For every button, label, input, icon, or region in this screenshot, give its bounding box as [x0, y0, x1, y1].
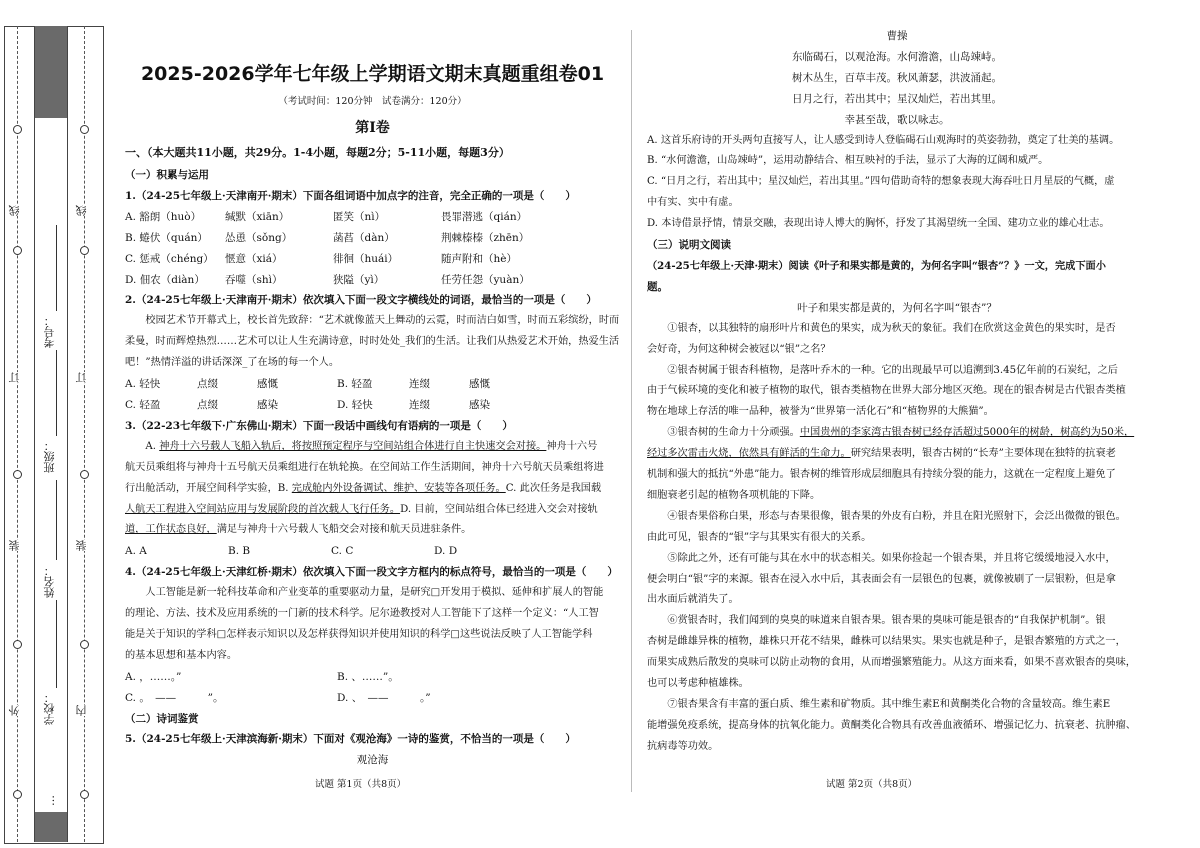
paragraph-line: 便会明白“银”字的来源。银杏在浸入水中后，其表面会有一层银色的包裹，就像被刷了一层银粉，但是拿	[647, 573, 1116, 585]
question-3-segment: A.	[145, 440, 160, 452]
option[interactable]: B. 轻盈	[337, 378, 373, 391]
option[interactable]: 怂恿（sǒng）	[225, 231, 293, 244]
volume-heading: 第Ⅰ卷	[355, 120, 390, 136]
subsection-heading: （三）说明文阅读	[647, 239, 731, 252]
question-3-segment: 满足与神舟十六号载人飞船交会对接和航天员进驻条件。	[216, 524, 472, 536]
option-row	[125, 374, 620, 395]
exam-number-field-label: 考号：	[43, 315, 56, 348]
question-2-text: 吧！”热情洋溢的讲话深深_了在场的每一个人。	[125, 357, 340, 369]
subsection-heading: （一）积累与运用	[125, 169, 209, 181]
binding-hole	[13, 640, 22, 649]
option[interactable]: 点缀	[197, 398, 218, 411]
binding-label: 装	[75, 540, 88, 551]
binding-hole	[13, 246, 22, 255]
option[interactable]: A. 豁朗（huò）	[125, 210, 202, 223]
option-row	[125, 249, 620, 270]
question-3-segment: 行出舱活动，开展空间科学实验，B.	[125, 482, 292, 494]
option[interactable]: 惬意（xiá）	[225, 252, 283, 265]
binding-dots: …	[44, 795, 57, 806]
paragraph-line: 而果实成熟后散发的臭味可以防止动物的食用，从而增强繁殖能力。从这方面来看，如果不喜欢银杏的臭味，	[647, 657, 1136, 669]
paragraph-line: 能增强免疫系统，提高身体的抗氧化能力。黄酮类化合物具有改善血液循环、增强记忆力、抗衰老、抗肿瘤、	[647, 719, 1136, 731]
option[interactable]: C. 轻盈	[125, 398, 161, 411]
option[interactable]: D. 轻快	[337, 398, 373, 411]
option[interactable]: 随声附和（hè）	[441, 252, 517, 265]
binding-label: 线	[75, 205, 88, 216]
paragraph-line: 抗病毒等功效。	[647, 740, 719, 752]
question-2-text: 校园艺术节开幕式上，校长首先致辞：“艺术就像蓝天上舞动的云霓，时而洁白如雪，时而五彩缤纷，时而	[145, 315, 620, 327]
option[interactable]: B. B	[228, 545, 251, 558]
paragraph-line	[647, 423, 1147, 444]
question-3-segment: 神舟十六号载人飞船入轨后，将按照预定程序与空间站组合体进行自主快速交会对接。	[159, 440, 547, 452]
question-3-segment: 人航天工程进入空间站应用与发展阶段的首次载人飞行任务。	[125, 503, 401, 515]
question-2-options	[125, 374, 620, 416]
question-5-option[interactable]: D. 本诗借景抒情，情景交融，表现出诗人博大的胸怀，抒发了其渴望统一全国、建功立业的雄心壮志。	[647, 218, 1110, 230]
section-heading: 一、（本大题共11小题，共29分。1-4小题，每题2分；5-11小题，每题3分）	[125, 146, 510, 159]
paragraph-line: 物在地球上存活的唯一品种，被誉为“世界第一活化石”和“植物界的大熊猫”。	[647, 406, 994, 418]
left-column	[125, 60, 620, 771]
binding-dashed-outer	[17, 26, 18, 842]
option[interactable]: 菡萏（dàn）	[333, 231, 395, 244]
option[interactable]: 吞噬（shì）	[225, 273, 283, 286]
option[interactable]: D. D	[434, 545, 458, 558]
paragraph-line: ①银杏，以其独特的扇形叶片和黄色的果实，成为秋天的象征。我们在欣赏这金黄色的果实时，是否	[667, 322, 1116, 334]
option-row	[125, 270, 620, 291]
poem-author: 曹操	[886, 30, 908, 42]
poem-line: 东临碣石，以观沧海。水何澹澹，山岛竦峙。	[792, 50, 1002, 63]
option[interactable]: D. 佃农（diàn）	[125, 273, 205, 286]
paragraph-line: 出水面后就消失了。	[647, 594, 739, 606]
class-field-line[interactable]	[56, 350, 57, 436]
question-3-line	[125, 520, 620, 541]
question-3-line	[125, 500, 620, 521]
option-row	[125, 228, 620, 249]
binding-label: 外	[8, 705, 21, 716]
question-1-options	[125, 207, 620, 291]
option-row	[125, 395, 620, 416]
option[interactable]: C. 。 —— ”。	[125, 691, 224, 704]
passage-body	[647, 319, 1147, 758]
paper-title: 2025-2026学年七年级上学期语文期末真题重组卷01	[140, 63, 605, 85]
binding-gray-band-left-bottom	[34, 812, 67, 842]
passage-title: 叶子和果实都是黄的，为何名字叫“银杏”？	[797, 301, 997, 314]
poem-line: 日月之行，若出其中；星汉灿烂，若出其里。	[792, 92, 1002, 105]
option[interactable]: 点缀	[197, 378, 218, 391]
underlined-sentence: 经过多次雷击火烧，依然具有鲜活的生命力。	[647, 448, 851, 460]
right-column	[647, 26, 1147, 758]
paragraph-segment: ③银杏树的生命力十分顽强。	[667, 427, 800, 439]
binding-hole	[13, 470, 22, 479]
paragraph-line: 由于气候环境的变化和被子植物的取代，银杏类植物在世界大部分地区灭绝。现在的银杏树是古代银杏类植	[647, 385, 1126, 397]
paragraph-line: ②银杏树属于银杏科植物，是落叶乔木的一种。它的出现最早可以追溯到3.45亿年前的石炭纪，之后	[667, 364, 1118, 376]
class-field-label: 班级：	[43, 440, 56, 473]
paragraph-line: ⑦银杏果含有丰富的蛋白质、维生素和矿物质。其中维生素E和黄酮类化合物的含量较高。维生素E	[667, 699, 1111, 710]
question-5-option[interactable]: B. “水何澹澹，山岛竦峙”，运用动静结合、相互映衬的手法，显示了大海的辽阔和威严。	[647, 155, 1049, 167]
question-3-segment: 航天员乘组将与神舟十五号航天员乘组进行在轨轮换。在空间站工作生活期间，神舟十六号航天员乘组将进	[125, 461, 604, 473]
binding-solid-mid	[67, 26, 68, 842]
page-footer: 试题 第2页（共8页）	[826, 779, 918, 790]
binding-hole	[80, 640, 89, 649]
question-4-options-row	[125, 667, 620, 688]
question-3-line	[125, 437, 620, 458]
name-field-line[interactable]	[56, 480, 57, 560]
question-4-text: 的理论、方法、技术及应用系统的一门新的技术科学。尼尔逊教授对人工智能下了这样一个定义：“人工智	[125, 608, 599, 620]
binding-label: 订	[75, 372, 88, 383]
option[interactable]: 匿笑（nì）	[333, 210, 386, 223]
underlined-sentence: 中国贵州的李家湾古银杏树已经存活超过5000年的树龄，树高约为50米，	[799, 427, 1135, 439]
question-4: 4.（24-25七年级上·天津红桥·期末）依次填入下面一段文字方框内的标点符号，最恰当的一项是（ ）	[125, 566, 618, 579]
binding-gray-band-left	[34, 26, 67, 118]
paragraph-line: ④银杏果俗称白果，形态与杏果很像，银杏果的外皮有白粉，并且在阳光照射下，会泛出微微的银色。	[667, 510, 1126, 522]
poem-title: 观沧海	[356, 754, 389, 767]
option[interactable]: D. 、 —— 。”	[337, 691, 431, 704]
poem-line: 幸甚至哉，歌以咏志。	[844, 113, 950, 126]
option[interactable]: 任劳任怨（yuàn）	[441, 273, 530, 286]
exam-number-field-line[interactable]	[56, 225, 57, 311]
passage-intro: （24-25七年级上·天津·期末）阅读《叶子和果实都是黄的，为何名字叫“银杏”？》一文，完成下面小	[647, 259, 1106, 272]
question-5-option[interactable]: A. 这首乐府诗的开头两句直接写人，让人感受到诗人登临碣石山观海时的英姿勃勃，奠定了壮美的基调。	[647, 134, 1120, 146]
option[interactable]: 徘徊（huái）	[333, 252, 399, 265]
option[interactable]: B. 、……”。	[337, 670, 399, 683]
school-field-line[interactable]	[56, 600, 57, 688]
paragraph-line: ⑥赏银杏时，我们闻到的臭臭的味道来自银杏果。银杏果的臭味可能是银杏的“自我保护机制”。银	[667, 615, 1106, 627]
passage-intro: 题。	[647, 280, 668, 293]
question-4-text: 能是关于知识的学科□怎样表示知识以及怎样获得知识并使用知识的科学□这些说法反映了人工智能学科	[125, 628, 593, 640]
option[interactable]: A. 轻快	[125, 378, 161, 391]
paragraph-segment: 研究结果表明，银杏古树的“长寿”主要体现在独特的抗衰老	[850, 448, 1116, 460]
paragraph-line: 会好奇，为何这种树会被冠以“银”之名？	[647, 343, 831, 355]
binding-hole	[80, 470, 89, 479]
binding-hole	[13, 125, 22, 134]
option-row	[125, 207, 620, 228]
name-field-label: 姓名：	[43, 565, 56, 598]
option[interactable]: 感染	[257, 398, 278, 411]
question-4-text: 的基本思想和基本内容。	[125, 649, 238, 661]
option[interactable]: B. 蜷伏（quán）	[125, 231, 208, 244]
binding-hole	[80, 790, 89, 799]
question-5: 5.（24-25七年级上·天津滨海新·期末）下面对《观沧海》一诗的鉴赏，不恰当的一项是（ ）	[125, 733, 576, 746]
question-3-segment: 道，工作状态良好，	[125, 524, 217, 536]
subsection-heading: （二）诗词鉴赏	[125, 712, 199, 725]
question-3-text	[125, 437, 620, 542]
option[interactable]: C. 惩戒（chéng）	[125, 252, 214, 265]
binding-hole	[13, 790, 22, 799]
question-3-segment: D. 目前，空间站组合体已经进入交会对接轨	[400, 503, 598, 515]
binding-label: 订	[8, 372, 21, 383]
question-3-segment: 神舟十六号	[546, 440, 598, 452]
school-field-label: 学校：	[43, 692, 56, 725]
question-3-line	[125, 458, 620, 479]
question-4-text: 人工智能是新一轮科技革命和产业变革的重要驱动力量，是研究□开发用于模拟、延伸和扩展人的智能	[145, 587, 604, 599]
option[interactable]: 畏罪潜逃（qián）	[441, 210, 528, 223]
paragraph-line	[647, 444, 1147, 465]
option[interactable]: 感慨	[469, 378, 490, 391]
option[interactable]: 感慨	[257, 378, 278, 391]
question-1: 1.（24-25七年级上·天津南开·期末）下面各组词语中加点字的注音，完全正确的一项是（ ）	[125, 189, 576, 202]
option[interactable]: 连缀	[409, 398, 430, 411]
option[interactable]: 缄默（xiān）	[225, 210, 290, 223]
option[interactable]: A. ，……。”	[125, 670, 182, 683]
option[interactable]: A. A	[125, 545, 147, 558]
paragraph-line: 也可以考虑种植雄株。	[647, 678, 749, 690]
binding-label: 装	[8, 540, 21, 551]
paragraph-line: 杏树是雌雄异株的植物，雄株只开花不结果，雌株可以结果实。果实也就是种子，是银杏繁殖的方式之一，	[647, 636, 1126, 648]
option[interactable]: 荆棘榛榛（zhēn）	[441, 231, 530, 244]
binding-label: 内	[75, 705, 88, 716]
binding-hole	[80, 246, 89, 255]
page-footer: 试题 第1页（共8页）	[315, 779, 407, 790]
paragraph-line: ⑤除此之外，还有可能与其在水中的状态相关。如果你捡起一个银杏果，并且将它缓缓地浸入水中，	[667, 552, 1116, 564]
poem-line: 树木丛生，百草丰茂。秋风萧瑟，洪波涌起。	[792, 71, 1002, 84]
question-3-options	[125, 541, 620, 562]
paragraph-line: 机制和强大的抵抗“外患”能力。银杏树的维管形成层细胞具有持续分裂的能力，这就在一定程度上避免了	[647, 469, 1116, 481]
question-3: 3.（22-23七年级下·广东佛山·期末）下面一段话中画线句有语病的一项是（ ）	[125, 419, 513, 432]
binding-label: 线	[8, 205, 21, 216]
binding-dashed-inner	[84, 26, 85, 842]
question-5-option[interactable]: 中有实、实中有虚。	[647, 197, 739, 209]
option[interactable]: 感染	[469, 398, 490, 411]
binding-solid-left	[34, 26, 35, 842]
exam-info: （考试时间：120分钟 试卷满分：120分）	[278, 96, 467, 107]
option[interactable]: 狭隘（yì）	[333, 273, 385, 286]
option[interactable]: C. C	[331, 545, 354, 558]
paragraph-line: 由此可见，银杏的“银”字与其果实有很大的关系。	[647, 531, 872, 543]
column-divider	[631, 30, 632, 792]
question-2-text: 柔曼，时而辉煌热烈……艺术可以让人生充满诗意，时时处处_我们的生活。让我们从热爱艺术开始，热爱生活	[125, 336, 620, 348]
binding-hole	[80, 125, 89, 134]
question-5-option[interactable]: C. “日月之行，若出其中；星汉灿烂，若出其里。”四句借助奇特的想象表现大海吞吐日月星辰的气概，虚	[647, 176, 1115, 188]
question-2: 2.（24-25七年级上·天津南开·期末）依次填入下面一段文字横线处的词语，最恰当的一项是（ ）	[125, 294, 597, 307]
paragraph-line: 细胞衰老引起的植物各项机能的下降。	[647, 489, 821, 501]
option[interactable]: 连缀	[409, 378, 430, 391]
question-3-segment: 完成舱内外设备调试、维护、安装等各项任务。	[291, 482, 506, 494]
question-3-segment: C. 此次任务是我国载	[505, 482, 602, 494]
question-4-options-row	[125, 688, 620, 709]
question-3-line	[125, 479, 620, 500]
